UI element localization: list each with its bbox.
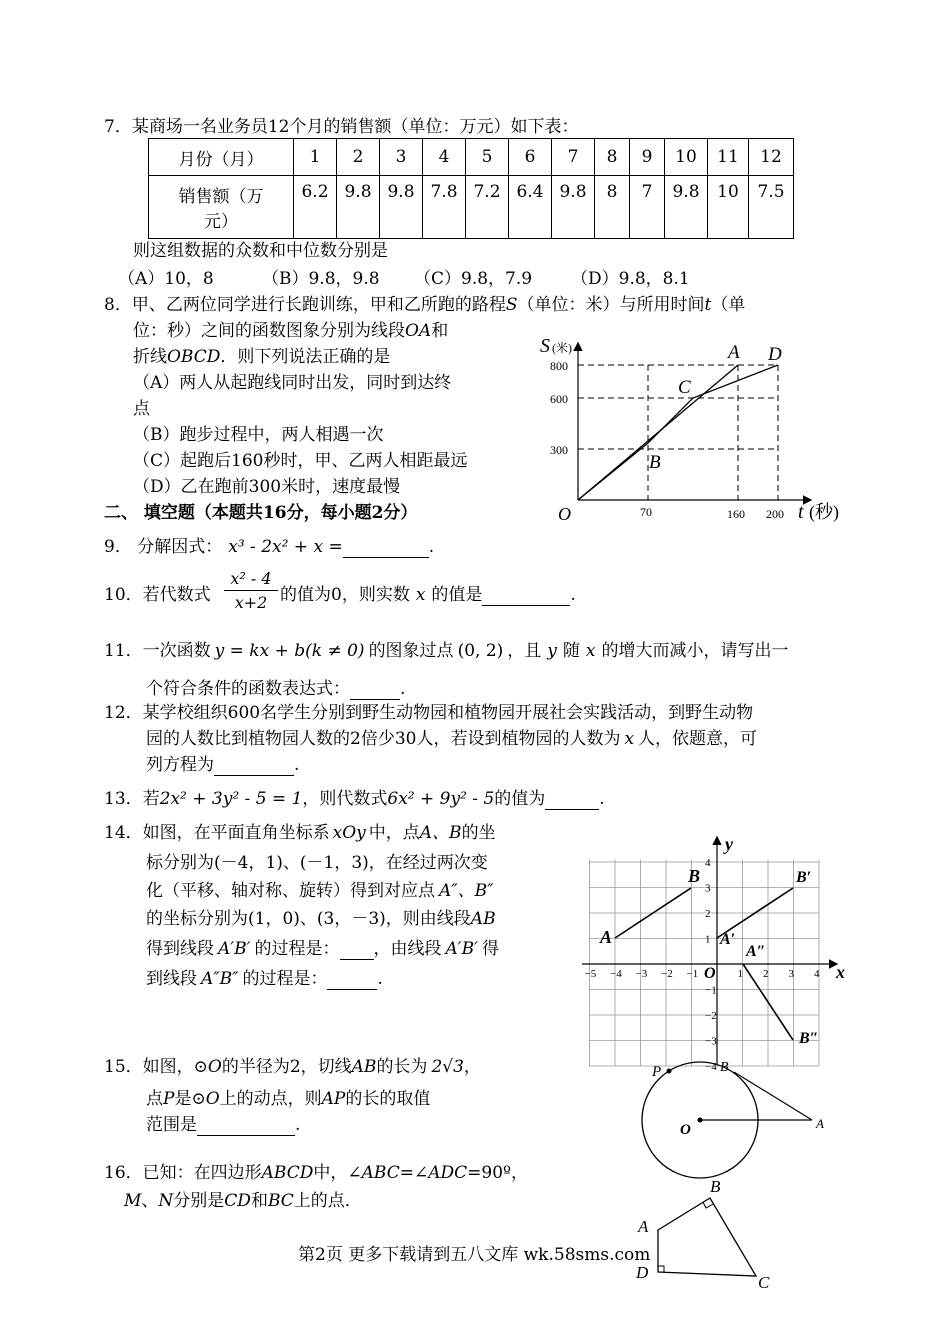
x-tick: −3 <box>635 968 648 980</box>
q8-line2: 位：秒）之间的函数图象分别为线段OA和 <box>133 321 449 341</box>
month-cell: 7 <box>552 139 595 176</box>
sales-cell: 9.8 <box>552 176 595 239</box>
point-a-label: A <box>638 1217 649 1236</box>
point-b1-label: B′ <box>796 869 812 886</box>
q8-option-d: （D）乙在跑前300米时，速度最慢 <box>133 477 401 497</box>
point-a-label: A <box>816 1116 824 1131</box>
point-p-label: P <box>652 1064 662 1080</box>
point-a-label: A <box>600 927 613 947</box>
sales-cell: 10 <box>708 176 749 239</box>
q14-line5: 得到线段 A′B′ 的过程是： ，由线段 A′B′ 得 <box>146 939 499 959</box>
sales-cell: 9.8 <box>337 176 380 239</box>
q10-prefix: 10．若代数式 <box>104 585 211 605</box>
q7-option-b: （B）9.8，9.8 <box>262 269 380 289</box>
quadrilateral-figure <box>630 1172 780 1292</box>
sales-cell: 6.4 <box>509 176 552 239</box>
month-cell: 9 <box>630 139 665 176</box>
point-b-label: B <box>720 1059 729 1075</box>
q8-line1: 8．甲、乙两位同学进行长跑训练，甲和乙所跑的路程S（单位：米）与所用时间t（单 <box>104 295 746 315</box>
y-tick: 4 <box>705 857 711 869</box>
q10-rest: 的值为0，则实数 x 的值是 . <box>280 585 576 605</box>
x-tick: 200 <box>766 507 784 521</box>
point-b-label: B <box>688 866 701 886</box>
month-cell: 5 <box>466 139 509 176</box>
month-cell: 3 <box>380 139 423 176</box>
q15-line3: 范围是 . <box>146 1115 301 1135</box>
q10-fraction: x² - 4 x+2 <box>224 568 278 615</box>
y-tick: −3 <box>705 1035 717 1048</box>
sales-cell: 7.2 <box>466 176 509 239</box>
sales-table <box>148 138 794 239</box>
y-tick: 2 <box>705 908 711 920</box>
circle-figure <box>636 1058 836 1188</box>
sales-cell: 9.8 <box>380 176 423 239</box>
q14-line6: 到线段 A″B″ 的过程是： . <box>146 969 383 989</box>
right-angle-b <box>703 1202 713 1208</box>
x-tick: −4 <box>610 968 622 980</box>
q8-option-b: （B）跑步过程中，两人相遇一次 <box>133 425 384 445</box>
q12-line1: 12．某学校组织600名学生分别到野生动物园和植物园开展社会实践活动，到野生动物 <box>104 703 754 723</box>
answer-blank[interactable] <box>327 971 377 990</box>
quadrilateral-abcd <box>658 1198 756 1276</box>
x-tick: 1 <box>737 968 743 980</box>
point-a1-label: A′ <box>720 931 736 948</box>
sales-cell: 7 <box>630 176 665 239</box>
y-tick: 3 <box>705 882 711 895</box>
month-cell: 8 <box>595 139 630 176</box>
sales-cell: 9.8 <box>665 176 708 239</box>
y-tick: −4 <box>705 1061 717 1073</box>
point-p <box>667 1069 672 1074</box>
q8-line3: 折线OBCD．则下列说法正确的是 <box>133 347 391 367</box>
month-cell: 4 <box>423 139 466 176</box>
sales-cell: 7.5 <box>749 176 794 239</box>
origin-label: O <box>704 965 716 982</box>
answer-blank[interactable] <box>482 587 570 606</box>
origin-label: O <box>558 504 571 524</box>
q7-question: 则这组数据的众数和中位数分别是 <box>133 241 388 261</box>
q9: 9． 分解因式： x³ - 2x² + x = . <box>104 537 435 557</box>
x-tick: 2 <box>763 968 769 980</box>
x-tick: 3 <box>788 968 794 980</box>
month-cell: 6 <box>509 139 552 176</box>
q14-line1: 14．如图，在平面直角坐标系 xOy 中，点A、B的坐 <box>104 823 496 843</box>
y-axis-label: y <box>725 834 733 854</box>
point-o-label: O <box>680 1122 691 1138</box>
x-axis-unit: (秒) <box>809 502 839 522</box>
answer-blank[interactable] <box>545 791 599 810</box>
y-tick: 600 <box>550 392 568 406</box>
q8-option-c: （C）起跑后160秒时，甲、乙两人相距最远 <box>133 451 468 471</box>
month-cell: 2 <box>337 139 380 176</box>
q15-line2: 点P是⊙O上的动点，则AP的长的取值 <box>146 1089 431 1109</box>
month-cell: 1 <box>294 139 337 176</box>
table-header-label: 月份（月） <box>149 139 294 176</box>
answer-blank[interactable] <box>350 681 400 700</box>
point-c-label: C <box>678 377 691 398</box>
section-title: 二、 填空题（本题共16分，每小题2分） <box>104 503 418 523</box>
distance-time-graph <box>530 330 850 530</box>
answer-blank[interactable] <box>197 1117 295 1136</box>
q16-line1: 16．已知：在四边形ABCD中，∠ABC=∠ADC=90º， <box>104 1163 529 1183</box>
sales-row-label: 销售额（万 元） <box>149 176 294 239</box>
tangent-ab <box>734 1072 812 1120</box>
q12-line2: 园的人数比到植物园人数的2倍少30人，若设到植物园的人数为 x 人，依题意，可 <box>146 729 758 749</box>
point-d-label: D <box>768 344 782 365</box>
x-tick: 4 <box>814 968 820 980</box>
page-footer: 第2页 更多下载请到五八文库 wk.58sms.com <box>298 1245 651 1265</box>
y-axis-unit: (米) <box>552 341 572 355</box>
q13: 13．若2x² + 3y² - 5 = 1，则代数式6x² + 9y² - 5的值为 . <box>104 789 605 809</box>
point-b-label: B <box>710 1177 721 1196</box>
coordinate-grid <box>574 832 854 1073</box>
q16-line2: M、N分别是CD和BC上的点． <box>124 1191 362 1211</box>
q7-option-d: （D）9.8，8.1 <box>571 269 690 289</box>
q15-line1: 15．如图，⊙O的半径为2，切线AB的长为 2√3， <box>104 1057 481 1077</box>
answer-blank[interactable] <box>214 757 294 776</box>
sales-cell: 7.8 <box>423 176 466 239</box>
right-angle-d <box>658 1266 664 1272</box>
x-axis-label: x <box>836 962 845 982</box>
point-c-label: C <box>758 1273 770 1292</box>
y-tick: −1 <box>705 984 717 997</box>
y-axis-label: S <box>540 335 550 357</box>
x-tick: 160 <box>727 507 745 521</box>
q12-line3: 列方程为 . <box>146 755 300 775</box>
answer-blank[interactable] <box>340 941 374 960</box>
q7-stem: 7．某商场一名业务员12个月的销售额（单位：万元）如下表： <box>104 117 579 137</box>
y-tick: 1 <box>705 933 711 946</box>
point-a-label: A <box>728 342 740 363</box>
x-tick: 70 <box>640 505 652 519</box>
sales-cell: 8 <box>595 176 630 239</box>
x-axis-label: t <box>798 501 804 523</box>
x-tick: −1 <box>686 968 699 980</box>
point-b2-label: B″ <box>799 1030 819 1047</box>
q8-option-a-cont: 点 <box>133 399 150 419</box>
q8-option-a: （A）两人从起跑线同时出发，同时到达终 <box>133 373 452 393</box>
q7-option-a: （A）10，8 <box>118 269 214 289</box>
q14-line2: 标分别为(－4，1)、(－1，3)，在经过两次变 <box>146 853 488 873</box>
x-tick: −5 <box>584 968 597 980</box>
point-b-label: B <box>649 452 661 473</box>
y-tick: 800 <box>550 359 568 373</box>
y-tick: 300 <box>550 443 568 457</box>
q14-line3: 化（平移、轴对称、旋转）得到对应点 A″、B″ <box>146 881 494 901</box>
q11-line2: 个符合条件的函数表达式： . <box>146 679 406 699</box>
month-cell: 12 <box>749 139 794 176</box>
point-a2-label: A″ <box>746 943 766 960</box>
answer-blank[interactable] <box>343 539 429 558</box>
x-tick: −2 <box>661 968 673 980</box>
y-tick: −2 <box>705 1010 717 1022</box>
q14-line4: 的坐标分别为(1，0)、(3，－3)，则由线段AB <box>146 909 496 929</box>
q7-option-c: （C）9.8，7.9 <box>414 269 533 289</box>
month-cell: 10 <box>665 139 708 176</box>
month-cell: 11 <box>708 139 749 176</box>
point-d-label: D <box>636 1263 649 1282</box>
sales-cell: 6.2 <box>294 176 337 239</box>
q11-line1: 11．一次函数 y = kx + b(k ≠ 0) 的图象过点 (0, 2) ，且 y 随 x 的增大而减小，请写出一 <box>104 641 789 661</box>
